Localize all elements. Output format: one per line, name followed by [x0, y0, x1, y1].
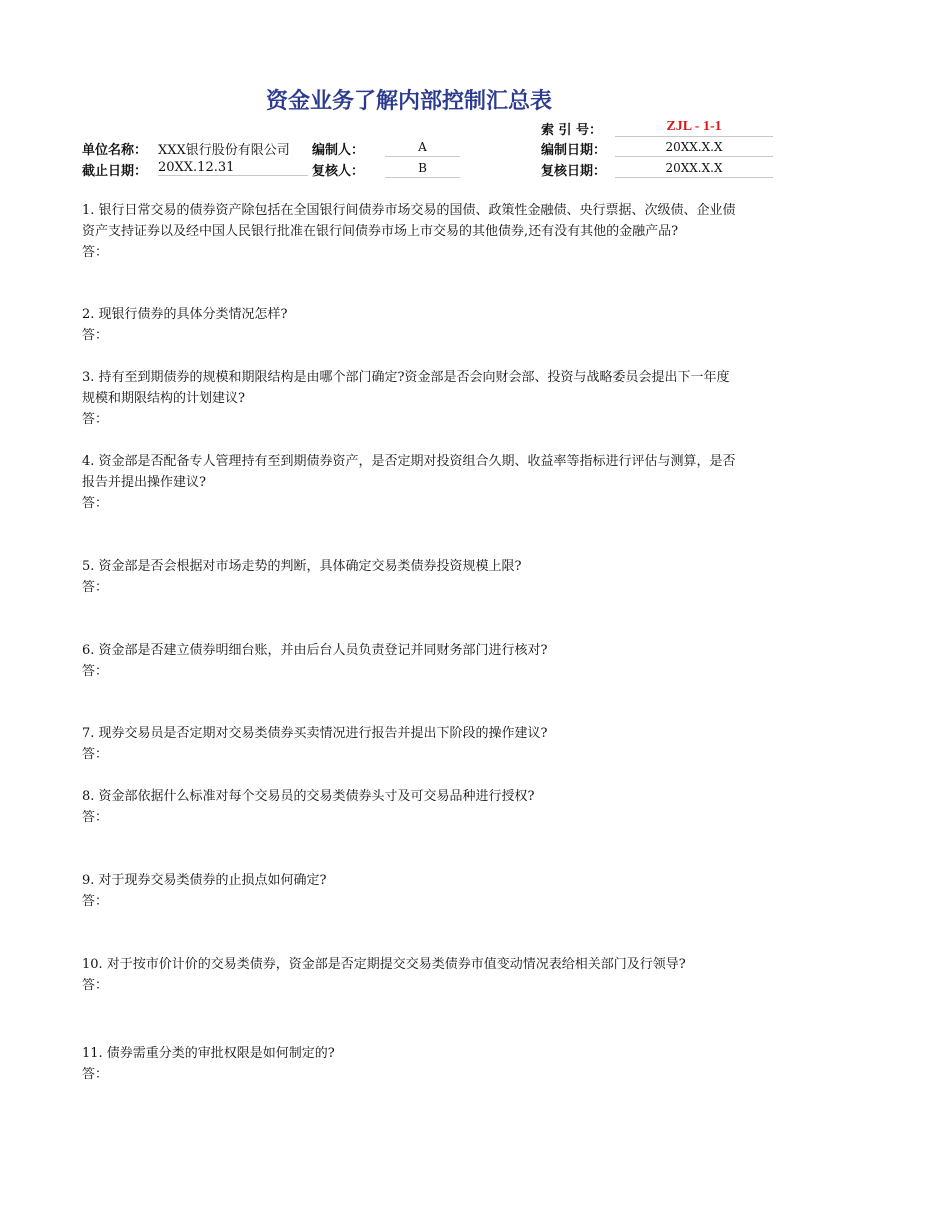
question-block [82, 200, 852, 263]
answer-label: 答： [82, 412, 109, 427]
answer-label: 答： [82, 1067, 109, 1082]
question-block [82, 640, 852, 682]
reviewer-label: 复核人： [312, 164, 365, 179]
question-text: 10. 对于按市价计价的交易类债券，资金部是否定期提交交易类债券市值变动情况表给相关部门及行领导? [82, 957, 686, 972]
question-block [82, 1043, 852, 1085]
review-date-label: 复核日期： [541, 164, 607, 179]
question-text: 资产支持证券以及经中国人民银行批准在银行间债券市场上市交易的其他债券,还有没有其他的金融产品? [82, 224, 679, 239]
question-text: 11. 债券需重分类的审批权限是如何制定的? [82, 1046, 335, 1061]
question-text: 2. 现银行债券的具体分类情况怎样? [82, 307, 288, 322]
prep-date-value: 20XX.X.X [615, 138, 773, 157]
prep-date-label: 编制日期： [541, 143, 607, 158]
unit-value: XXX银行股份有限公司 [158, 143, 290, 158]
unit-label: 单位名称： [82, 143, 148, 158]
question-block [82, 451, 852, 514]
question-text: 规模和期限结构的计划建议? [82, 391, 245, 406]
answer-label: 答： [82, 747, 109, 762]
question-text: 3. 持有至到期债券的规模和期限结构是由哪个部门确定?资金部是否会向财会部、投资与战略委员会提出下一年度 [82, 370, 730, 385]
preparer-value: A [385, 138, 460, 157]
index-label: 索 引 号： [541, 123, 603, 138]
question-text: 5. 资金部是否会根据对市场走势的判断，具体确定交易类债券投资规模上限? [82, 559, 522, 574]
question-block [82, 870, 852, 912]
question-block [82, 786, 852, 828]
cutoff-label: 截止日期： [82, 164, 148, 179]
answer-label: 答： [82, 810, 109, 825]
question-text: 1. 银行日常交易的债券资产除包括在全国银行间债券市场交易的国债、政策性金融债、央行票据、次级债、企业债 [82, 203, 736, 218]
question-text: 7. 现券交易员是否定期对交易类债券买卖情况进行报告并提出下阶段的操作建议? [82, 726, 548, 741]
reviewer-value: B [385, 159, 460, 178]
answer-label: 答： [82, 664, 109, 679]
question-text: 4. 资金部是否配备专人管理持有至到期债券资产，是否定期对投资组合久期、收益率等指标进行评估与测算，是否 [82, 454, 736, 469]
question-block [82, 304, 852, 346]
answer-label: 答： [82, 328, 109, 343]
question-text: 6. 资金部是否建立债券明细台账，并由后台人员负责登记并同财务部门进行核对? [82, 643, 548, 658]
answer-label: 答： [82, 496, 109, 511]
question-text: 9. 对于现券交易类债券的止损点如何确定? [82, 873, 327, 888]
page-title: 资金业务了解内部控制汇总表 [266, 89, 553, 114]
question-block [82, 367, 852, 430]
review-date-value: 20XX.X.X [615, 159, 773, 178]
answer-label: 答： [82, 978, 109, 993]
answer-label: 答： [82, 894, 109, 909]
index-value: ZJL - 1-1 [615, 118, 773, 137]
answer-label: 答： [82, 580, 109, 595]
question-block [82, 556, 852, 598]
question-text: 报告并提出操作建议? [82, 475, 206, 490]
cutoff-value: 20XX.12.31 [158, 160, 308, 176]
question-block [82, 954, 852, 996]
preparer-label: 编制人： [312, 143, 365, 158]
answer-label: 答： [82, 245, 109, 260]
question-text: 8. 资金部依据什么标准对每个交易员的交易类债券头寸及可交易品种进行授权? [82, 789, 535, 804]
question-block [82, 723, 852, 765]
